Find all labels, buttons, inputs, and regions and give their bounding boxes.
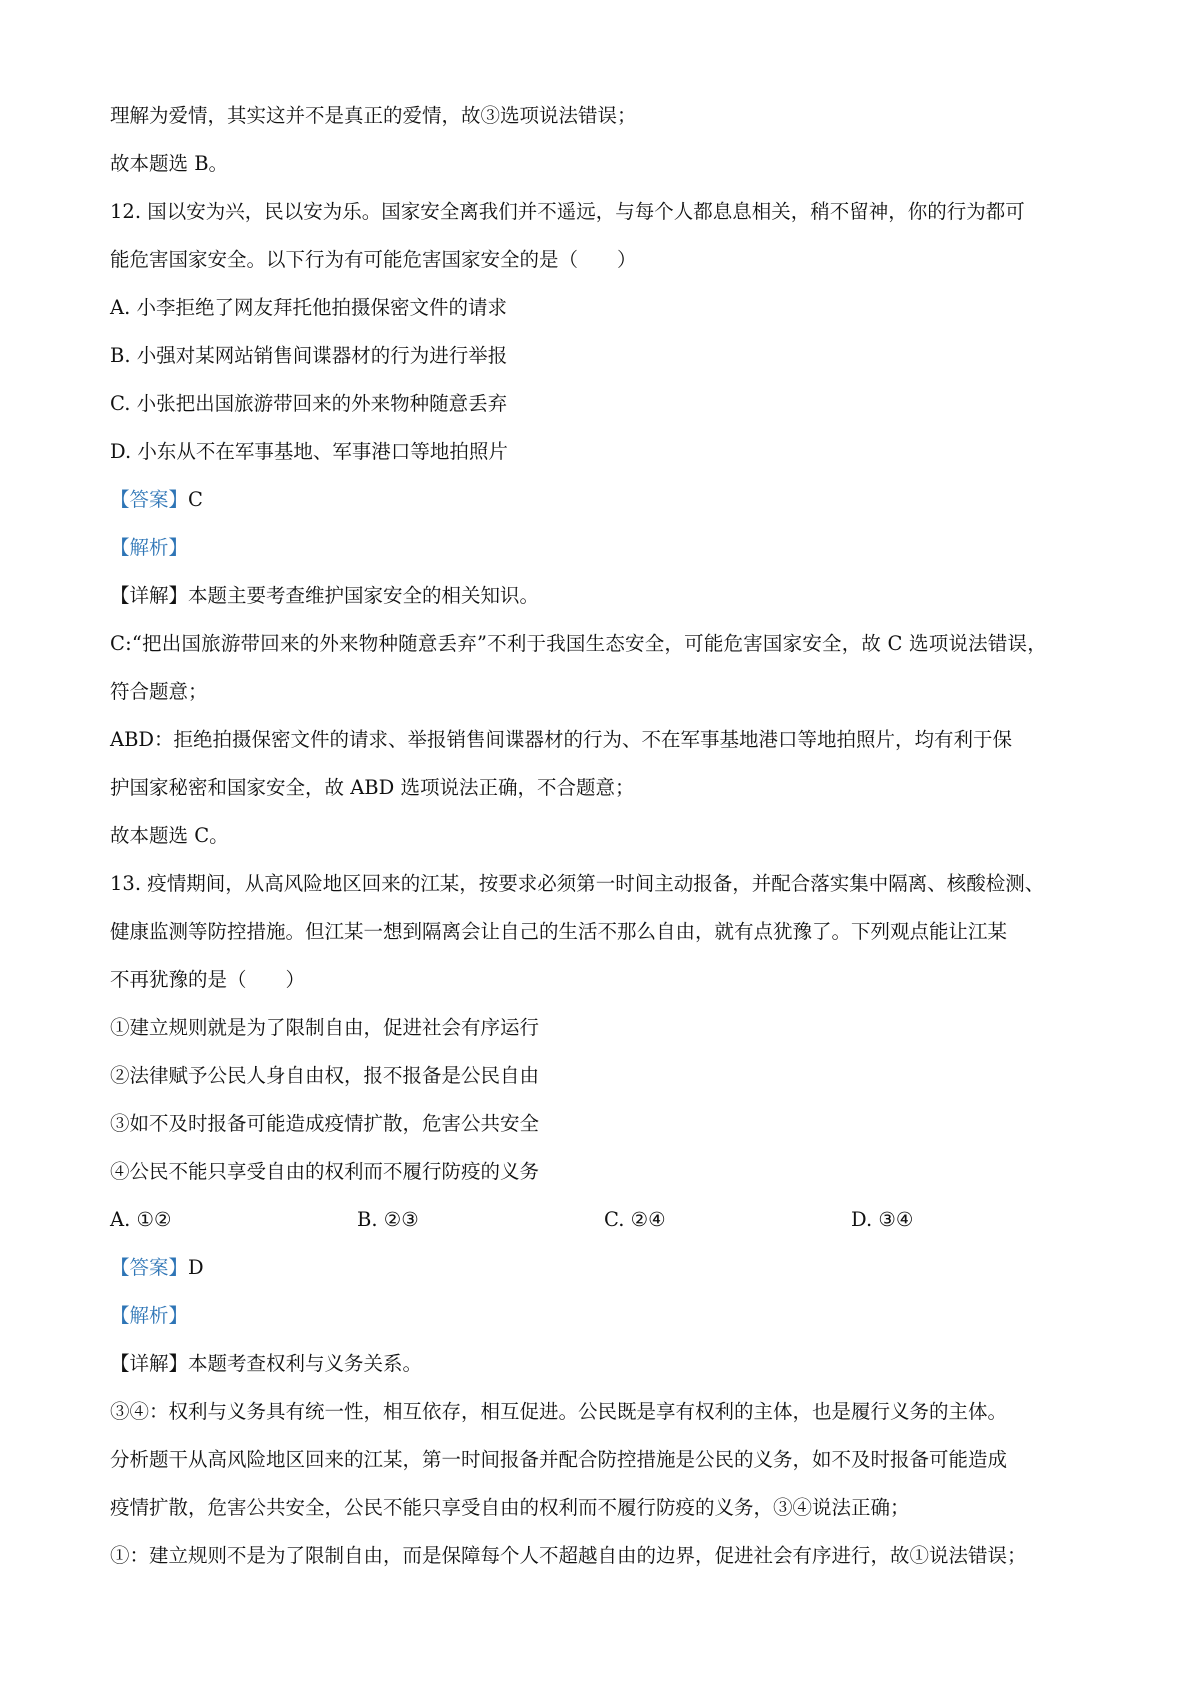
q12-explanation-line-4: 护国家秘密和国家安全，故 ABD 选项说法正确，不合题意； <box>110 776 635 799</box>
q13-statement-2: ②法律赋予公民人身自由权，报不报备是公民自由 <box>110 1064 540 1087</box>
q12-analysis <box>110 524 1100 572</box>
q13-stem-line-2: 健康监测等防控措施。但江某一想到隔离会让自己的生活不那么自由，就有点犹豫了。下列观点能让江某 <box>110 920 1008 943</box>
q13-statement-4: ④公民不能只享受自由的权利而不履行防疫的义务 <box>110 1160 540 1183</box>
q13-statement-1: ①建立规则就是为了限制自由，促进社会有序运行 <box>110 1016 540 1039</box>
q12-stem-line-1: 12. 国以安为兴，民以安为乐。国家安全离我们并不遥远，与每个人都息息相关，稍不留神，你的行为都可 <box>110 200 1025 223</box>
q13-options <box>110 1196 1100 1244</box>
q12-explanation-line-3: ABD：拒绝拍摄保密文件的请求、举报销售间谍器材的行为、不在军事基地港口等地拍照片，均有利于保 <box>110 728 1013 751</box>
q12-conclusion: 故本题选 C。 <box>110 824 229 847</box>
q13-detail: 【详解】本题考查权利与义务关系。 <box>110 1352 423 1375</box>
prev-conclusion: 故本题选 B。 <box>110 152 229 175</box>
q13-explanation-line-4: ①：建立规则不是为了限制自由，而是保障每个人不超越自由的边界，促进社会有序进行，故①说法错误； <box>110 1544 1027 1567</box>
q12-option-d: D. 小东从不在军事基地、军事港口等地拍照片 <box>110 440 508 463</box>
answer-tag: 【答案】 <box>110 488 189 511</box>
q13-option-c: C. ②④ <box>604 1208 666 1231</box>
analysis-tag: 【解析】 <box>110 536 189 559</box>
q13-option-a: A. ①② <box>110 1208 172 1231</box>
q12-explanation-line-2: 符合题意； <box>110 680 208 703</box>
q12-stem-line-2: 能危害国家安全。以下行为有可能危害国家安全的是（ ） <box>110 248 637 271</box>
answer-value: D <box>188 1256 204 1279</box>
q13-option-b: B. ②③ <box>357 1208 419 1231</box>
q12-option-a: A. 小李拒绝了网友拜托他拍摄保密文件的请求 <box>110 296 507 319</box>
q13-explanation-line-3: 疫情扩散，危害公共安全，公民不能只享受自由的权利而不履行防疫的义务，③④说法正确； <box>110 1496 910 1519</box>
q13-option-d: D. ③④ <box>851 1208 914 1231</box>
q13-analysis <box>110 1292 1100 1340</box>
q13-stem-line-1: 13. 疫情期间，从高风险地区回来的江某，按要求必须第一时间主动报备，并配合落实集中隔离、核酸检测、 <box>110 872 1045 895</box>
q12-option-c: C. 小张把出国旅游带回来的外来物种随意丢弃 <box>110 392 508 415</box>
q12-answer <box>110 476 1100 524</box>
prev-explanation-line: 理解为爱情，其实这并不是真正的爱情，故③选项说法错误； <box>110 104 637 127</box>
q13-statement-3: ③如不及时报备可能造成疫情扩散，危害公共安全 <box>110 1112 540 1135</box>
q13-explanation-line-2: 分析题干从高风险地区回来的江某，第一时间报备并配合防控措施是公民的义务，如不及时报备可能造成 <box>110 1448 1008 1471</box>
q12-explanation-line-1: C:“把出国旅游带回来的外来物种随意丢弃”不利于我国生态安全，可能危害国家安全，故 C 选项说法错误， <box>110 632 1047 655</box>
q12-detail: 【详解】本题主要考查维护国家安全的相关知识。 <box>110 584 540 607</box>
analysis-tag: 【解析】 <box>110 1304 189 1327</box>
q13-answer <box>110 1244 1100 1292</box>
q12-option-b: B. 小强对某网站销售间谍器材的行为进行举报 <box>110 344 508 367</box>
answer-value: C <box>188 488 203 511</box>
q13-explanation-line-1: ③④：权利与义务具有统一性，相互依存，相互促进。公民既是享有权利的主体，也是履行义务的主体。 <box>110 1400 1008 1423</box>
answer-tag: 【答案】 <box>110 1256 189 1279</box>
q13-stem-line-3: 不再犹豫的是（ ） <box>110 968 306 991</box>
